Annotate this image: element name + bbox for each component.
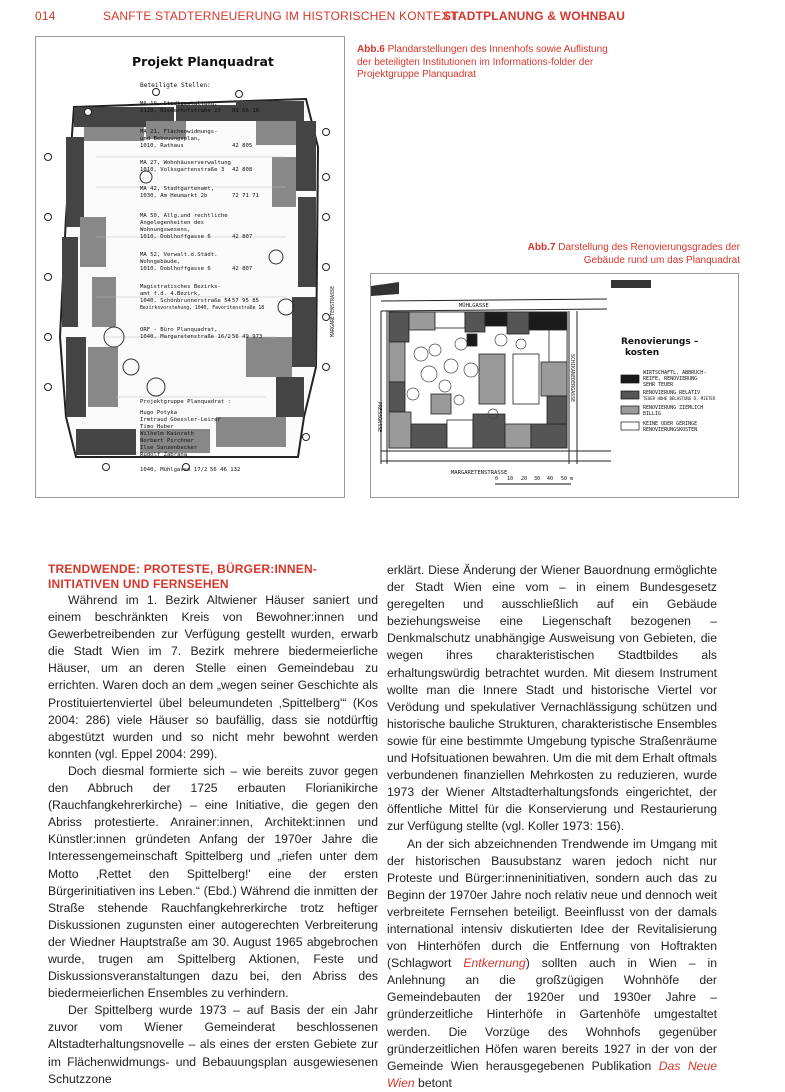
svg-text:Magistratisches Bezirks-: Magistratisches Bezirks- <box>140 284 221 290</box>
svg-text:TEUER HOHE BELASTUNG D. MIETE: TEUER HOHE BELASTUNG D. MIETER <box>643 396 716 401</box>
svg-text:RENOVIERUNG RELATIV: RENOVIERUNG RELATIV <box>643 390 701 396</box>
svg-text:40: 40 <box>547 476 554 482</box>
svg-text:10: 10 <box>507 476 514 482</box>
svg-text:42 805: 42 805 <box>232 143 253 149</box>
member: Norbert Pirchner <box>140 438 194 444</box>
svg-text:MA 52, Verwalt.d.Städt.: MA 52, Verwalt.d.Städt. <box>140 252 218 258</box>
svg-text:RENOVIERUNG ZIEMLICH: RENOVIERUNG ZIEMLICH <box>643 405 704 411</box>
svg-text:BILLIG: BILLIG <box>643 411 662 417</box>
figure-7-caption <box>490 242 740 267</box>
group-address: 1040, Mühlgasse 17/2 <box>140 467 208 473</box>
street-label-side: MARGARETENSTRASSE <box>330 285 336 337</box>
svg-text:REIFE, RENOVIERUNG: REIFE, RENOVIERUNG <box>643 376 698 382</box>
figure-6-drawing <box>36 37 344 497</box>
emphasis-term: Entkernung <box>463 956 526 971</box>
figure-6-caption <box>357 44 617 82</box>
figure-7-label: Abb.7 <box>527 242 556 253</box>
paragraph: Während im 1. Bezirk Altwiener Häuser saniert und einem beschränkten Kreis von Bewohner:innen und Gewerbetreibenden zur Verfügung gestellt wurden, erwarb die Stadt Wien im 7. Bezirk mehrere biedermeierliche Häuser, um an deren Stelle einen Gemeindebau zu errichten. Waren doch an dem „wegen seiner Geschichte als Prostituiertenviertel übel beleumundeten ‚Spittelberg'“ (Kos 2004: 286) viele Häuser so baufällig, dass sie notdürftig abgestützt wurden und so nicht mehr bewohnt werden konnten (vgl. Eppel 2004: 299). <box>48 593 378 761</box>
svg-text:0: 0 <box>495 476 499 482</box>
svg-text:1040, Schönbrunnerstraße 54: 1040, Schönbrunnerstraße 54 <box>140 298 231 304</box>
figure-7-renovation-map <box>370 273 739 498</box>
article-heading: TRENDWENDE: PROTESTE, BÜRGER:INNEN-INITIATIVEN UND FERNSEHEN <box>48 562 318 591</box>
svg-text:MA 42, Stadtgartenamt,: MA 42, Stadtgartenamt, <box>140 186 215 192</box>
paragraph: erklärt. Diese Änderung der Wiener Bauordnung ermöglichte der Stadt Wien eine vom – in einem Bundesgesetz geregelten und ausschließlich auf ein Gebäude beziehungsweise eine Liegenschaft bezogenen – Denkmalschutz unabhängige Ausweisung von Gebieten, die wegen ihres charakteristischen Stadtbildes als erhaltungswürdig betrachtet wurden. Mit diesem Instrument wollte man die Innere Stadt und historische Viertel vor Verödung und spekulativer Vernachlässigung schützen und historische bauliche Strukturen, charakteristische Ensembles sowie für eine bestimmte Umgebung typische Straßenräume und Hofsituationen bewahren. Um die mit dem Erhalt oftmals verbundenen finanziellen Mehrkosten zu reduzieren, wurde 1973 der Wiener Altstadterhaltungsfonds eingerichtet, der öffentliche Mittel für die Konservierung und Restaurierung zur Verfügung stellte (vgl. Koller 1973: 156). <box>387 563 717 834</box>
paragraph: Doch diesmal formierte sich – wie bereits zuvor gegen den Abbruch der 1725 erbauten Florianikirche (Rauchfangkehrerkirche) – eine Initiative, die gegen den Abriss protestierte. Anrainer:innen, Architekt:innen und Künstler:innen gründeten Anfang der 1970er Jahre die Interessengemeinschaft Spittelberg und „riefen unter dem Motto ‚Rettet den Spittelberg!' eine der ersten Bürgerinitiativen ins Leben.“ (Ebd.) Während die inmitten der Straße stehende Rauchfangkehrerkirche trotz heftiger Diskussionen zugunsten einer autogerechten Verbreiterung der Wiedner Hauptstraße am 30. August 1965 abgebrochen wurde, trugen am Spittelberg Aktionen, Feste und Diskussionsveranstaltungen dazu bei, den Abriss des biedermeierlichen Ensembles zu verhindern. <box>48 763 378 1001</box>
svg-text:1120, Niederhofstraße 23: 1120, Niederhofstraße 23 <box>140 108 221 114</box>
svg-text:MA 21, Flächenwidmungs-: MA 21, Flächenwidmungs- <box>140 129 218 135</box>
svg-text:Angelegenheiten des: Angelegenheiten des <box>140 220 204 226</box>
svg-text:1030, Am Heumarkt 2b: 1030, Am Heumarkt 2b <box>140 193 208 199</box>
svg-text:56 49 973: 56 49 973 <box>232 334 263 340</box>
svg-text:und Bebauungsplan,: und Bebauungsplan, <box>140 136 201 142</box>
svg-text:1010, Rathaus: 1010, Rathaus <box>140 143 184 149</box>
section-title: STADTPLANUNG & WOHNBAU <box>443 9 626 23</box>
svg-text:83 66 16: 83 66 16 <box>232 108 259 114</box>
page-number: 014 <box>35 9 56 23</box>
svg-text:50 m: 50 m <box>561 476 574 482</box>
svg-text:MA 50, Allg.und rechtliche: MA 50, Allg.und rechtliche <box>140 213 228 219</box>
text-column-left <box>48 562 378 1088</box>
legend-title-1: Renovierungs – <box>621 337 699 347</box>
svg-text:WIRTSCHAFTL. ABBRUCH-: WIRTSCHAFTL. ABBRUCH- <box>643 370 707 376</box>
street-label-bottom: MARGARETENSTRASSE <box>451 470 508 476</box>
figure-7-caption-text: Darstellung des Renovierungsgrades der Gebäude rund um das Planquadrat <box>558 242 740 266</box>
figure-6-label: Abb.6 <box>357 44 385 55</box>
svg-text:1010, Volksgartenstraße 3: 1010, Volksgartenstraße 3 <box>140 167 225 173</box>
planquadrat-subtitle: Beteiligte Stellen: <box>140 82 211 89</box>
figure-7-drawing <box>371 274 738 497</box>
figure-6-planquadrat-folder <box>35 36 345 498</box>
group-phone: 56 46 132 <box>210 467 241 473</box>
publication-title: Das Neue Wien <box>387 1058 718 1090</box>
street-label-top: MÜHLGASSE <box>459 303 489 309</box>
text-column-right <box>387 562 717 1092</box>
member: Rudolf Zabrana <box>140 452 188 458</box>
street-label-left: PRESSGASSE <box>376 402 382 433</box>
street-label-right: SCHIKANEDERGASSE <box>569 354 575 403</box>
svg-text:ORF - Büro Planquadrat,: ORF - Büro Planquadrat, <box>140 327 218 333</box>
svg-text:amt f.d. 4.Bezirk,: amt f.d. 4.Bezirk, <box>140 291 201 297</box>
svg-text:MA 19, Stadtgestaltung,: MA 19, Stadtgestaltung, <box>140 101 218 107</box>
svg-text:30: 30 <box>534 476 541 482</box>
paragraph-text: ) sollten auch in Wien – in Anlehnung an die großzügigen Wohnhöfe der Gemeindebauten der 1920er und 1930er Jahre – gründerzeitliche Hinterhöfe in Gartenhöfe umgestaltet werden. Die Vorzüge des Wohnhofs gegenüber gründerzeitlichen Höfen waren bereits 1927 in der von der Gemeinde Wien herausgegebenen Publikation <box>387 956 717 1073</box>
paragraph <box>387 836 717 1092</box>
member: Irmtraud Göessler-Leirer <box>140 417 221 423</box>
svg-text:Wohngebäude,: Wohngebäude, <box>140 259 181 265</box>
svg-text:KEINE ODER GERINGE: KEINE ODER GERINGE <box>643 421 698 427</box>
svg-text:1040, Margaretenstraße 16/2: 1040, Margaretenstraße 16/2 <box>140 334 231 340</box>
svg-text:SEHR TEUER: SEHR TEUER <box>643 382 674 388</box>
svg-text:MA 27, Wohnhäuserverwaltung: MA 27, Wohnhäuserverwaltung <box>140 160 231 166</box>
svg-text:42 807: 42 807 <box>232 266 253 272</box>
planquadrat-title: Projekt Planquadrat <box>132 54 274 69</box>
member: Wilhelm Kainrath <box>140 431 194 437</box>
svg-text:42 807: 42 807 <box>232 234 253 240</box>
svg-text:1010, Doblhoffgasse 6: 1010, Doblhoffgasse 6 <box>140 234 211 240</box>
figure-6-caption-text: Plandarstellungen des Innenhofs sowie Auflistung der beteiligten Institutionen im Informations-folder der Projektgruppe Planquadrat <box>357 44 608 80</box>
svg-text:20: 20 <box>521 476 528 482</box>
svg-text:Bezirksvorstehung, 1040, Favor: Bezirksvorstehung, 1040, Favoritenstraße 18 <box>140 306 265 311</box>
svg-text:72 71 71: 72 71 71 <box>232 193 259 199</box>
member: Hugo Potyka <box>140 410 178 416</box>
running-header <box>35 9 755 29</box>
paragraph: Der Spittelberg wurde 1973 – auf Basis der ein Jahr zuvor vom Wiener Gemeinderat beschlossenen Altstadterhaltungsnovelle – als eines der ersten Gebiete zur im Flächenwidmungs- und Bebauungsplan ausgewiesenen Schutzzone <box>48 1003 378 1086</box>
legend-title-2: kosten <box>625 348 660 358</box>
member: Ilse Sanzenbecker <box>140 445 198 451</box>
svg-text:RENOVIERUNGSKOSTEN: RENOVIERUNGSKOSTEN <box>643 427 698 433</box>
svg-text:57 95 85: 57 95 85 <box>232 298 259 304</box>
svg-text:1010, Doblhoffgasse 6: 1010, Doblhoffgasse 6 <box>140 266 211 272</box>
svg-text:Wohnungswesens,: Wohnungswesens, <box>140 227 191 233</box>
paragraph-text: betont <box>414 1075 452 1090</box>
svg-text:42 808: 42 808 <box>232 167 253 173</box>
member: Timo Huber <box>140 424 174 430</box>
running-title: SANFTE STADTERNEUERUNG IM HISTORISCHEN KONTEXT <box>103 9 458 23</box>
paragraph-text: An der sich abzeichnenden Trendwende im Umgang mit der historischen Bausubstanz waren jedoch nicht nur Proteste und Bürger:inneninitiativen, sondern auch das zu Beginn der 1970er Jahre noch relativ neue und dennoch weit verbreitete Fernsehen beteiligt. Beeinflusst von der damals international intensiv diskutierten Idee der Revitalisierung von Hinterhöfen durch die Entfernung von Hoftrakten (Schlagwort <box>387 836 717 971</box>
group-title: Projektgruppe Planquadrat : <box>140 399 231 405</box>
